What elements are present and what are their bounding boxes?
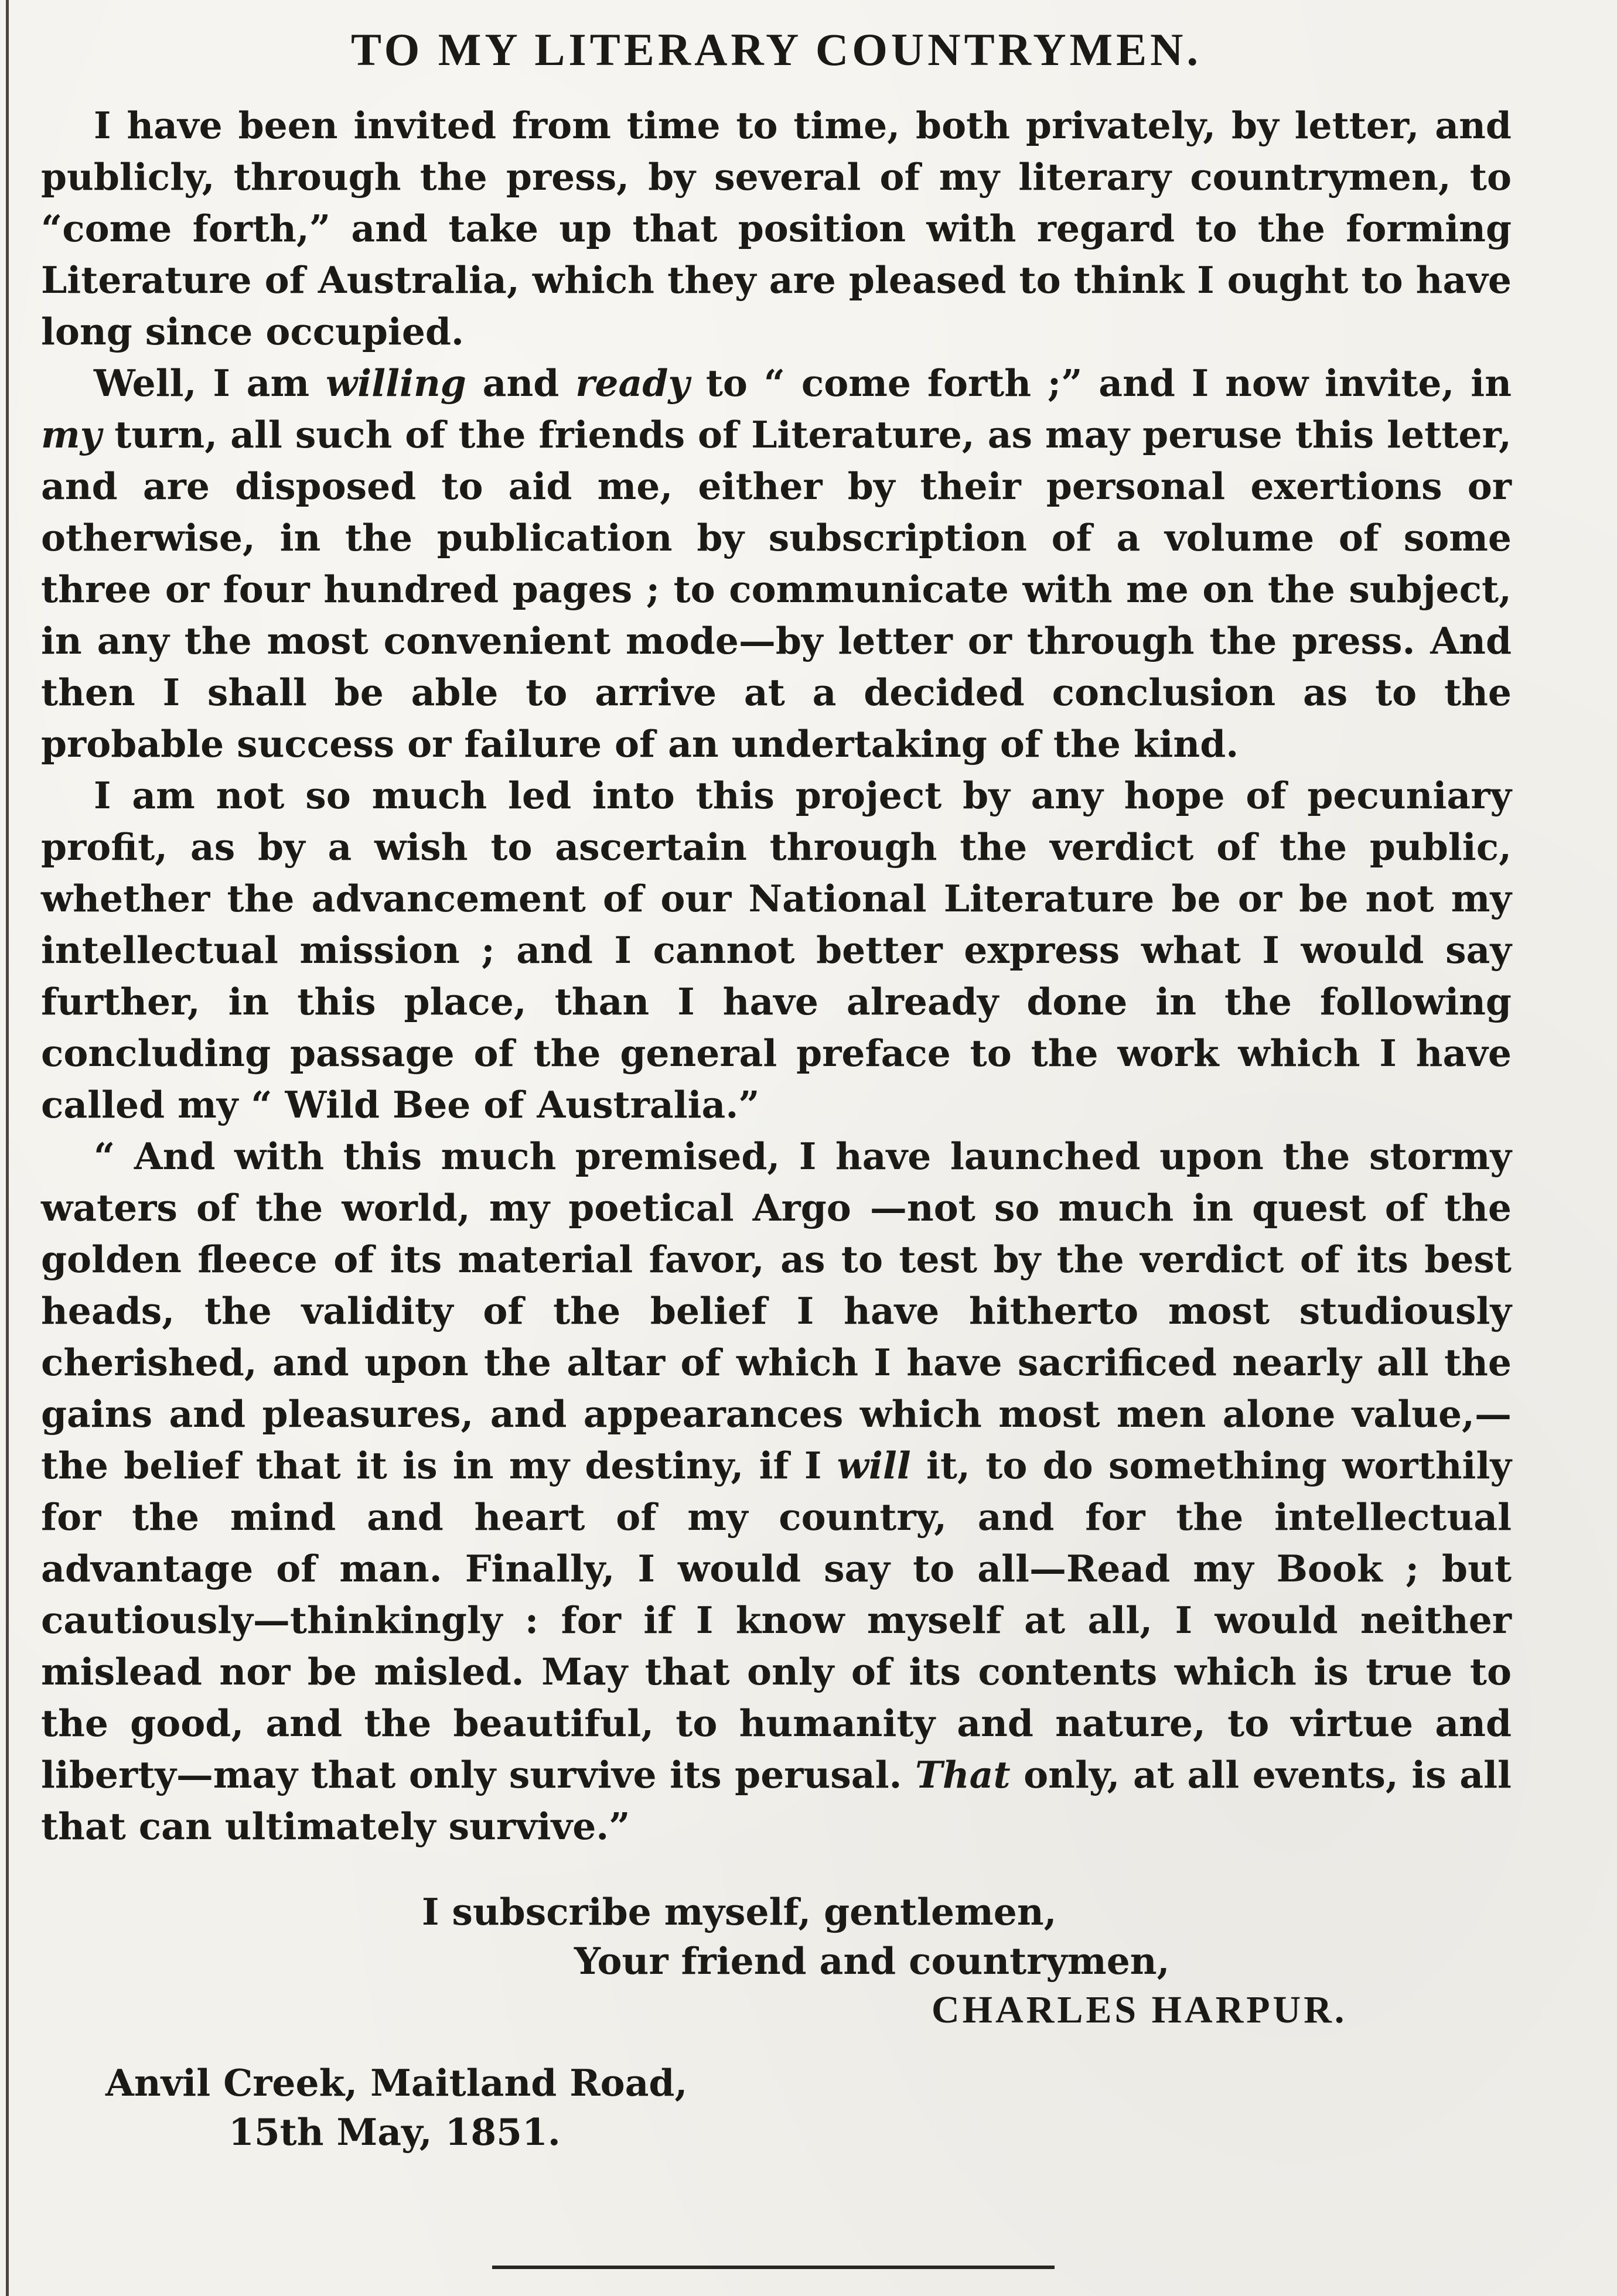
italic-text: my xyxy=(41,413,102,456)
letter-body xyxy=(41,100,1512,1852)
letter-paragraph xyxy=(41,770,1512,1130)
closing-line-1: I subscribe myself, gentlemen, xyxy=(422,1890,1057,1933)
letter-date: 15th May, 1851. xyxy=(228,2110,561,2154)
paragraph-text: it, to do something worthily for the mind and heart of my country, and for the intellectual advantage of man. Finally, I would say to all—Read my Book ; but cautiously—thinkingly : for if I know myself at all, I would neither mislead nor be misled. May that only of its contents which is true to the good, and the beautiful, to humanity and nature, to virtue and liberty—may that only survive its perusal. xyxy=(41,1444,1512,1796)
italic-text: That xyxy=(915,1753,1011,1796)
letter-place: Anvil Creek, Maitland Road, xyxy=(105,2061,688,2104)
letter-paragraph xyxy=(41,1130,1512,1852)
italic-text: willing xyxy=(326,361,466,405)
end-rule xyxy=(492,2266,1055,2269)
paragraph-text: Well, I am xyxy=(94,361,326,405)
letter-paragraph xyxy=(41,100,1512,357)
italic-text: ready xyxy=(575,361,690,405)
letter-paragraph xyxy=(41,357,1512,770)
column-rule xyxy=(6,0,9,2296)
paragraph-text: turn, all such of the friends of Literature, as may peruse this letter, and are disposed to aid me, either by their personal exertions or otherwise, in the publication by subscription of a volume of some three or four hundred pages ; to communicate with me on the subject, in any the most convenient mode—by letter or through the press. And then I shall be able to arrive at a decided conclusion as to the probable success or failure of an undertaking of the kind. xyxy=(41,413,1512,766)
paragraph-text: “ And with this much premised, I have launched upon the stormy waters of the world, my poetical Argo —not so much in quest of the golden fleece of its material favor, as to test by the verdict of its best heads, the validity of the belief I have hitherto most studiously cherished, and upon the altar of which I have sacrificed nearly all the gains and pleasures, and appearances which most men alone value,—the belief that it is in my destiny, if I xyxy=(41,1135,1512,1487)
paragraph-text: I have been invited from time to time, both privately, by letter, and publicly, through the press, by several of my literary countrymen, to “come forth,” and take up that position with regard to the forming Literature of Australia, which they are pleased to think I ought to have long since occupied. xyxy=(41,104,1512,353)
paragraph-text: only, at all events, is all that can ultimately survive.” xyxy=(41,1753,1512,1848)
letter-title: TO MY LITERARY COUNTRYMEN. xyxy=(350,24,1202,75)
paragraph-text: and xyxy=(466,361,576,405)
closing-line-2: Your friend and countrymen, xyxy=(574,1939,1170,1983)
paragraph-text: to “ come forth ;” and I now invite, in xyxy=(689,361,1512,405)
italic-text: will xyxy=(837,1444,911,1487)
paragraph-text: I am not so much led into this project by any hope of pecuniary profit, as by a wish to ascertain through the verdict of the public, whether the advancement of our National Literature be or be not my intellectual mission ; and I cannot better express what I would say further, in this place, than I have already done in the following concluding passage of the general preface to the work which I have called my “ Wild Bee of Australia.” xyxy=(41,774,1512,1126)
letter-column xyxy=(41,23,1512,2157)
author-signature: CHARLES HARPUR. xyxy=(932,1988,1348,2031)
